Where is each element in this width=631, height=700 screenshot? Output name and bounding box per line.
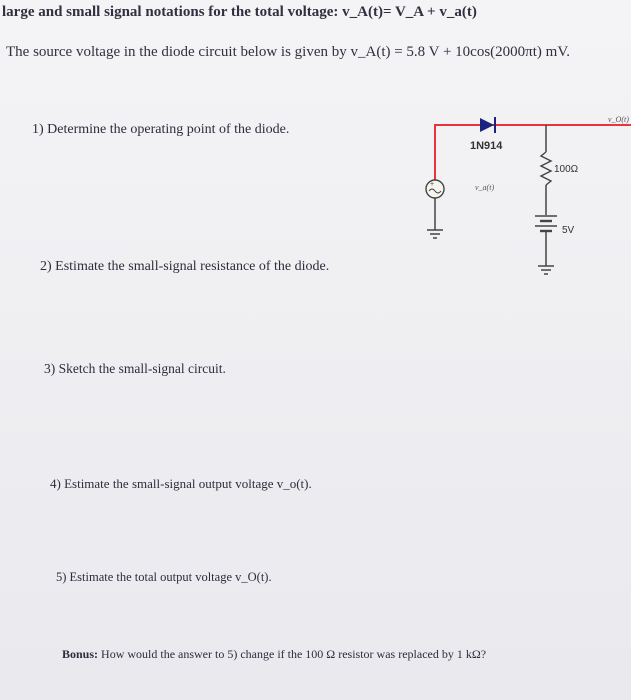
ac-source-icon <box>426 180 444 198</box>
source-label: v_a(t) <box>475 183 495 192</box>
bonus-label: Bonus: <box>62 647 99 661</box>
question-5: 5) Estimate the total output voltage v_O(t). <box>56 570 272 584</box>
intro-text: The source voltage in the diode circuit below is given by v_A(t) = 5.8 V + 10cos(2000πt) mV. <box>6 44 570 60</box>
bonus-question <box>62 647 486 662</box>
battery-label: 5V <box>562 225 575 236</box>
resistor-label: 100Ω <box>554 164 579 175</box>
output-label: v_O(t) <box>608 115 629 124</box>
diode-icon <box>480 117 495 133</box>
battery-icon <box>535 216 557 231</box>
ground-symbol-left <box>427 230 443 238</box>
question-2: 2) Estimate the small-signal resistance of the diode. <box>40 259 330 274</box>
question-3: 3) Sketch the small-signal circuit. <box>44 361 226 376</box>
diode-label: 1N914 <box>470 140 503 152</box>
svg-text:+: + <box>430 181 435 188</box>
ground-symbol-right <box>538 266 554 274</box>
circuit-wire-top <box>435 125 631 180</box>
question-1: 1) Determine the operating point of the diode. <box>32 122 290 137</box>
diode-circuit-diagram <box>410 100 631 290</box>
resistor-icon <box>541 152 551 185</box>
bonus-text: How would the answer to 5) change if the 100 Ω resistor was replaced by 1 kΩ? <box>101 647 487 661</box>
question-4: 4) Estimate the small-signal output voltage v_o(t). <box>50 476 312 491</box>
heading-text: large and small signal notations for the total voltage: v_A(t)= V_A + v_a(t) <box>2 4 477 20</box>
